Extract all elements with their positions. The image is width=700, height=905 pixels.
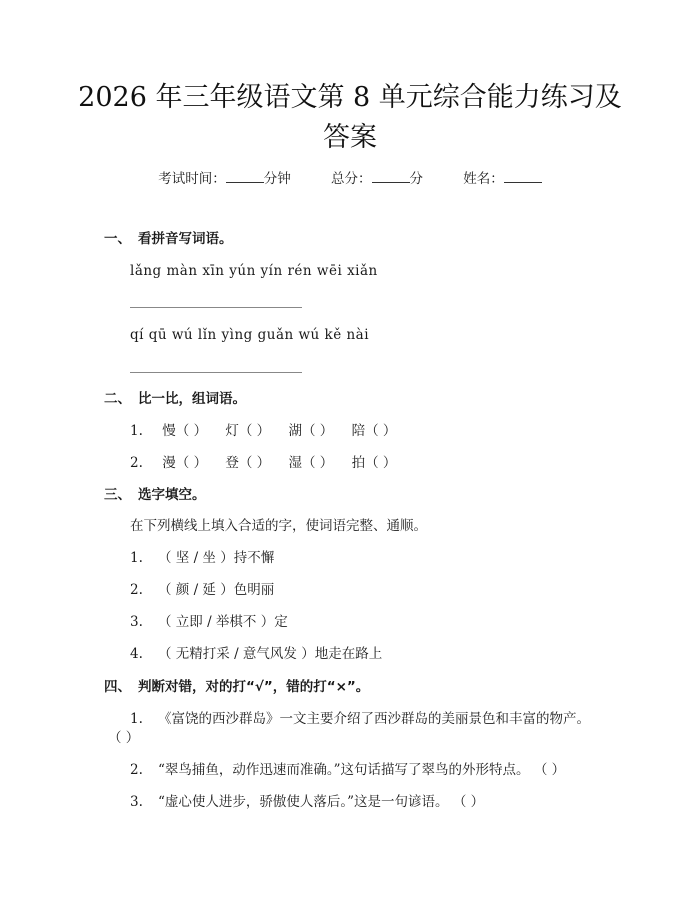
compare-word: 漫（ ） [162, 455, 208, 471]
judge-item-text: 《富饶的西沙群岛》一文主要介绍了西沙群岛的美丽景色和丰富的物产。 [158, 711, 590, 727]
compare-word: 湿（ ） [288, 455, 334, 471]
fill-item [130, 644, 382, 664]
fill-item-number: 3. [130, 614, 143, 630]
fill-item-text: （ 立即 / 举棋不 ）定 [158, 614, 288, 630]
section-2-heading [104, 389, 246, 409]
section-3-heading [104, 485, 206, 505]
judge-item [130, 760, 565, 780]
fill-item [130, 612, 288, 632]
judge-item-number: 2. [130, 762, 143, 778]
name-label: 姓名： [463, 171, 504, 187]
answer-line-1 [130, 307, 302, 308]
fill-item-text: （ 坚 / 坐 ）持不懈 [158, 550, 275, 566]
answer-line-2 [130, 372, 302, 373]
time-blank [226, 168, 264, 183]
section-2-title: 比一比，组词语。 [138, 391, 246, 407]
fill-item-number: 1. [130, 550, 143, 566]
section-3-instruction: 在下列横线上填入合适的字，使词语完整、通顺。 [130, 518, 427, 534]
section-4-title: 判断对错，对的打“√”，错的打“×”。 [138, 679, 370, 695]
compare-word: 慢（ ） [162, 423, 208, 439]
section-2-number: 二、 [104, 391, 131, 407]
time-label: 考试时间： [158, 171, 226, 187]
exam-name [463, 171, 542, 187]
exam-time [158, 171, 295, 187]
fill-item-number: 4. [130, 646, 143, 662]
judge-item-number: 3. [130, 794, 143, 810]
pinyin-line-1: lǎng màn xīn yún yín rén wēi xiǎn [130, 263, 378, 279]
fill-item-number: 2. [130, 582, 143, 598]
fill-item [130, 548, 274, 568]
compare-word: 灯（ ） [225, 423, 271, 439]
exam-meta [0, 168, 700, 189]
title-line-2: 答案 [323, 122, 377, 153]
compare-row-2 [130, 453, 410, 473]
fill-item-text: （ 无精打采 / 意气风发 ）地走在路上 [158, 646, 383, 662]
section-1-number: 一、 [104, 231, 131, 247]
compare-word: 湖（ ） [288, 423, 334, 439]
compare-word: 陪（ ） [351, 423, 397, 439]
compare-word: 拍（ ） [351, 455, 397, 471]
judge-item [130, 709, 590, 729]
compare-word: 登（ ） [225, 455, 271, 471]
score-blank [372, 168, 410, 183]
time-unit: 分钟 [263, 171, 291, 187]
section-4-number: 四、 [104, 679, 131, 695]
fill-item-text: （ 颜 / 延 ）色明丽 [158, 582, 275, 598]
pinyin-line-2: qí qū wú lǐn yìng guǎn wú kě nài [130, 327, 370, 343]
exam-score [331, 171, 427, 187]
score-label: 总分： [331, 171, 372, 187]
section-3-number: 三、 [104, 487, 131, 503]
judge-item-text: “翠鸟捕鱼，动作迅速而准确。”这句话描写了翠鸟的外形特点。 （ ） [158, 762, 566, 778]
section-1-title: 看拼音写词语。 [138, 231, 233, 247]
judge-item-continuation: （ ） [108, 730, 140, 746]
section-1-heading [104, 229, 233, 249]
title-line-1: 2026 年三年级语文第 8 单元综合能力练习及 [78, 82, 622, 113]
document-title [0, 78, 700, 158]
name-blank [504, 168, 542, 183]
score-unit: 分 [409, 171, 423, 187]
section-4-heading [104, 677, 369, 697]
judge-item-number: 1. [130, 711, 143, 727]
judge-item-text: “虚心使人进步，骄傲使人落后。”这是一句谚语。 （ ） [158, 794, 485, 810]
compare-row-1 [130, 421, 410, 441]
section-3-title: 选字填空。 [138, 487, 206, 503]
compare-row-2-number: 2. [130, 455, 143, 471]
compare-row-1-number: 1. [130, 423, 143, 439]
fill-item [130, 580, 274, 600]
judge-item [130, 792, 484, 812]
